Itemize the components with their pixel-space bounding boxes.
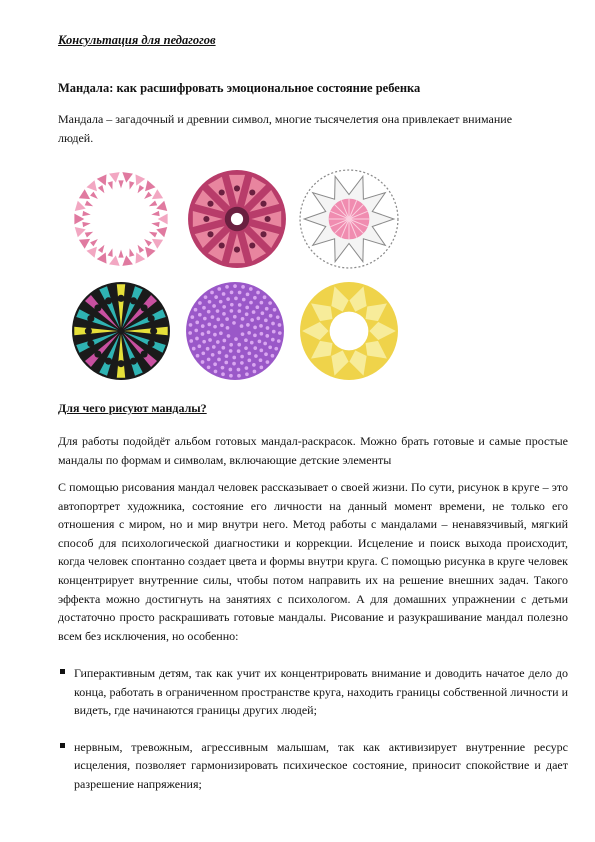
mandala-gallery bbox=[70, 168, 400, 386]
consultation-heading: Консультация для педагогов bbox=[58, 33, 216, 47]
mandala-grey-star-icon bbox=[298, 168, 400, 270]
section-subheading: Для чего рисуют мандалы? bbox=[58, 401, 207, 415]
square-bullet-icon bbox=[60, 669, 65, 674]
article-title: Мандала: как расшифровать эмоциональное состояние ребенка bbox=[58, 81, 421, 95]
list-item bbox=[58, 664, 568, 720]
list-item-text: нервным, тревожным, агрессивным малышам, так как активизирует внутренние ресурс исцеления, позволяет гармонизировать психическое состояние, приносит спокойствие и дает разрешение напряжения; bbox=[74, 739, 568, 791]
mandala-violet-spiral-icon bbox=[184, 280, 286, 382]
mandala-black-multicolor-icon bbox=[70, 280, 172, 382]
intro-paragraph: Мандала – загадочный и древнии символ, многие тысячелетия она привлекает внимание людей. bbox=[58, 112, 513, 145]
list-item bbox=[58, 738, 568, 794]
list-item-text: Гиперактивным детям, так как учит их концентрировать внимание и доводить начатое дело до конца, работать в ограниченном пространстве круга, находить границы собственной личности и видеть, где начинаются границы других людей; bbox=[74, 666, 568, 718]
mandala-pink-triangles-icon bbox=[70, 168, 172, 270]
mandala-magenta-fan-icon bbox=[186, 168, 288, 270]
benefits-list bbox=[58, 664, 568, 794]
paragraph-method: С помощью рисования мандал человек рассказывает о своей жизни. По сути, рисунок в круге – это автопортрет художника, состояние его личности на данный момент времени, не только его отношения с миром, но и мир внутри него. Метод работы с мандалами – ненавязчивый, мягкий способ для психологической диагностики и коррекции. Исцеление и поиск выхода происходит, когда человек спонтанно создает цвета и формы внутри круга. С помощью рисунка в круге человек концентрирует внутренние силы, чтобы потом направить их на решение внешних задач. Такого эффекта можно достигнуть на занятиях с психологом. А для домашних упражнении с детьми достаточно просто раскрашивать готовые мандалы. Рисование и разукрашивание мандал полезно всем без исключения, но особенно: bbox=[58, 480, 568, 643]
square-bullet-icon bbox=[60, 743, 65, 748]
mandala-yellow-petal-icon bbox=[298, 280, 400, 382]
paragraph-album: Для работы подойдёт альбом готовых мандал-раскрасок. Можно брать готовые и самые простые мандалы по формам и символам, включающие детские элементы bbox=[58, 434, 568, 467]
